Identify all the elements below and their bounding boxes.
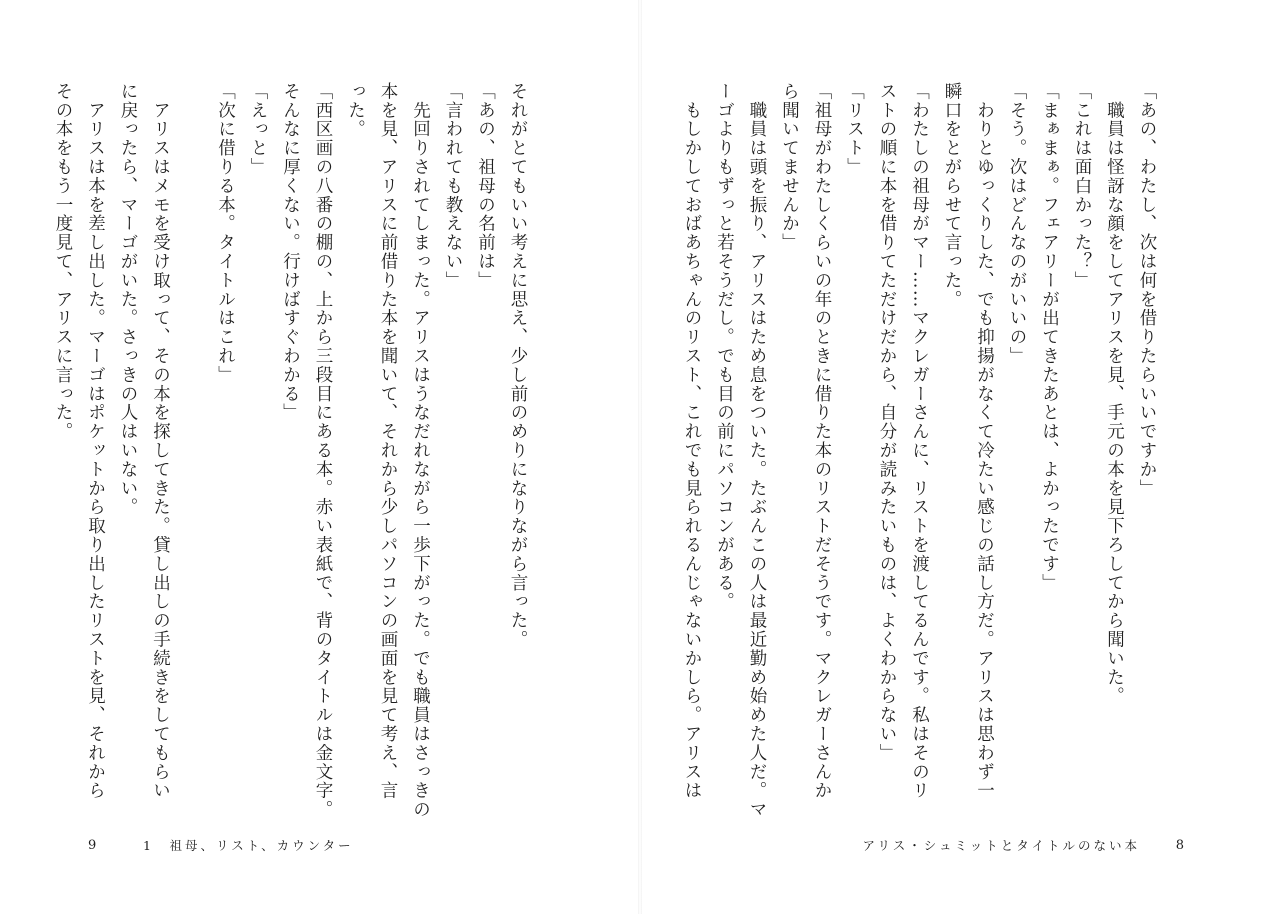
text-line: その本をもう一度見て、アリスに言った。 bbox=[53, 82, 73, 442]
right-page-body bbox=[682, 82, 1163, 822]
text-line: 「えっと」 bbox=[248, 82, 268, 177]
left-page-body bbox=[53, 82, 534, 822]
text-line: アリスはメモを受け取って、その本を探してきた。貸し出しの手続きをしてもらい bbox=[150, 82, 171, 801]
text-line: 「あの、わたし、次は何を借りたらいいですか」 bbox=[1137, 82, 1157, 498]
text-line: ストの順に本を借りてただけだから、自分が読みたいものは、よくわからない」 bbox=[877, 82, 897, 763]
text-line: そんなに厚くない。行けばすぐわかる」 bbox=[280, 82, 301, 423]
text-line: 職員は怪訝な顔をしてアリスを見、手元の本を見下ろしてから聞いた。 bbox=[1104, 82, 1125, 706]
blank-line bbox=[177, 82, 210, 822]
text-line: 「わたしの祖母がマー……マクレガーさんに、リストを渡してるんです。私はそのリ bbox=[909, 82, 930, 801]
text-line: それがとてもいい考えに思え、少し前のめりになりながら言った。 bbox=[508, 82, 528, 649]
text-line: 瞬口をとがらせて言った。 bbox=[942, 82, 962, 309]
text-line: ら聞いてませんか」 bbox=[779, 82, 800, 253]
text-line: 「次に借りる本。タイトルはこれ」 bbox=[215, 82, 236, 385]
page-number: 8 bbox=[1175, 838, 1184, 853]
text-line: 「祖母がわたしくらいの年のときに借りた本のリストだそうです。マクレガーさんか bbox=[812, 82, 832, 801]
text-line: わりとゆっくりした、でも抑揚がなくて冷たい感じの話し方だ。アリスは思わず一 bbox=[974, 82, 995, 801]
page-number: 9 bbox=[88, 838, 97, 853]
text-line: に戻ったら、マーゴがいた。さっきの人はいない。 bbox=[118, 82, 138, 517]
text-line: 「そう。次はどんなのがいいの」 bbox=[1007, 82, 1027, 366]
text-line: 「言われても教えない」 bbox=[443, 82, 463, 290]
text-line: 「まぁまぁ。フェアリーが出てきたあとは、よかったです」 bbox=[1039, 82, 1060, 593]
text-line: 「リスト」 bbox=[844, 82, 865, 177]
text-line: った。 bbox=[345, 82, 366, 139]
text-line: 本を見、アリスに前借りた本を聞いて、それから少しパソコンの画面を見て考え、言 bbox=[378, 82, 398, 801]
text-line: 「西区画の八番の棚の、上から三段目にある本。赤い表紙で、背のタイトルは金文字。 bbox=[313, 82, 333, 820]
text-line: 職員は頭を振り、アリスはため息をついた。たぶんこの人は最近勤め始めた人だ。マ bbox=[747, 82, 767, 820]
text-line: アリスは本を差し出した。マーゴはポケットから取り出したリストを見、それから bbox=[85, 82, 106, 801]
text-line: 「これは面白かった？」 bbox=[1072, 82, 1092, 290]
text-line: もしかしておばあちゃんのリスト、これでも見られるんじゃないかしら。アリスは bbox=[682, 82, 702, 801]
book-title-running-head: アリス・シュミットとタイトルのない本 bbox=[862, 838, 1140, 853]
text-line: 「あの、祖母の名前は」 bbox=[475, 82, 496, 290]
text-line: ーゴよりもずっと若そうだし。でも目の前にパソコンがある。 bbox=[714, 82, 735, 612]
chapter-running-head: 1 祖母、リスト、カウンター bbox=[143, 838, 354, 853]
right-page bbox=[640, 0, 1280, 914]
text-line: 先回りされてしまった。アリスはうなだれながら一歩下がった。でも職員はさっきの bbox=[410, 82, 431, 820]
